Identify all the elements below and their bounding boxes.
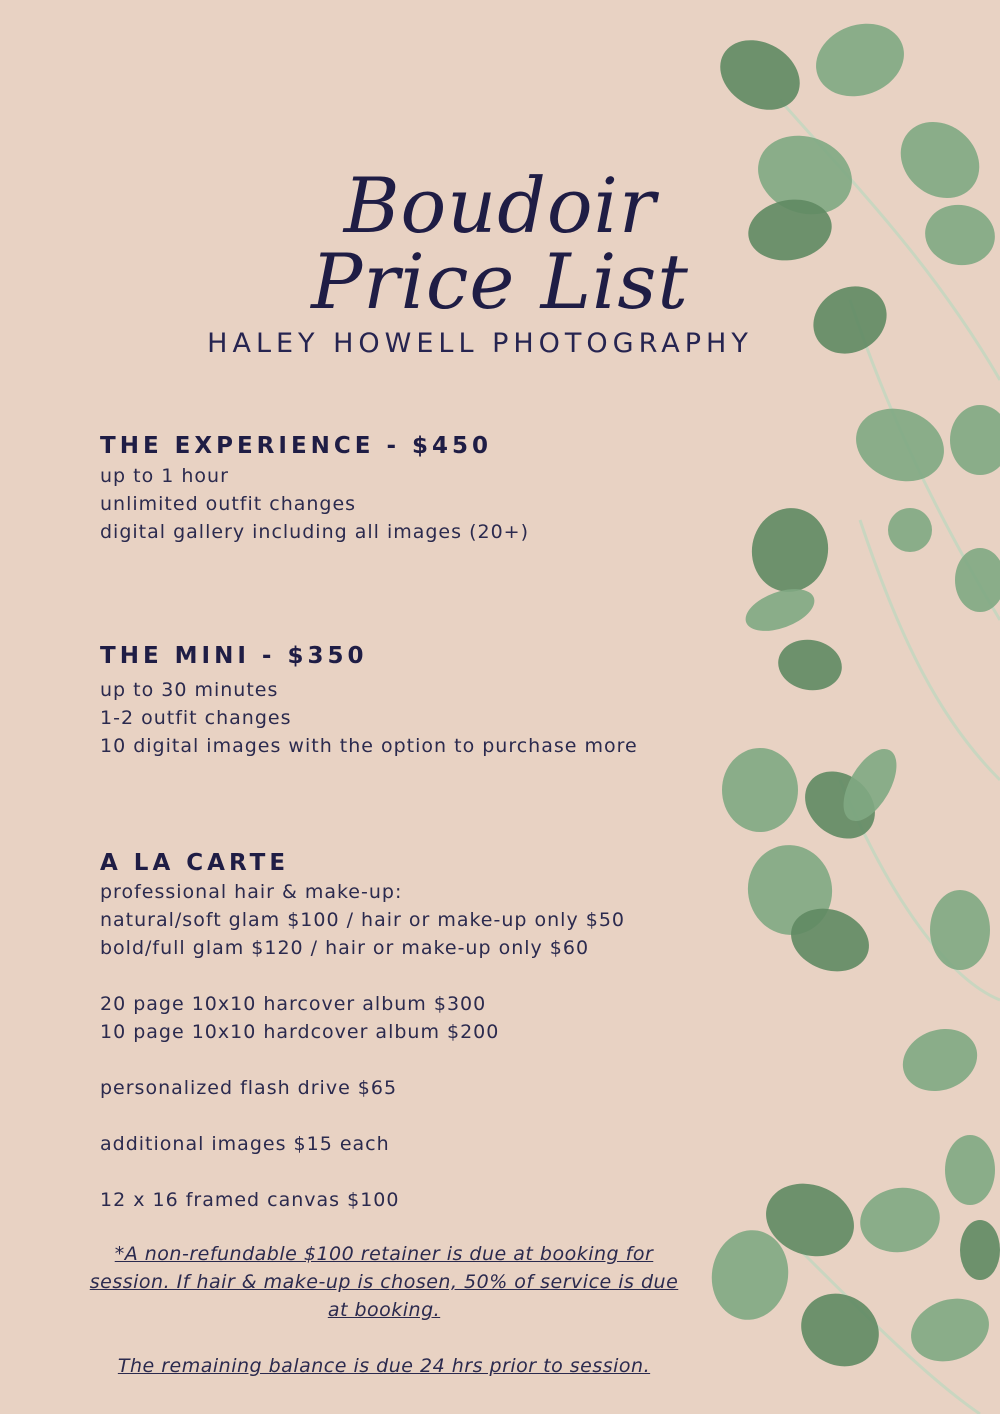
a-la-carte-spacer [100, 1158, 750, 1186]
mini-heading: THE MINI - $350 [100, 643, 368, 669]
a-la-carte-item: 10 page 10x10 hardcover album $200 [100, 1021, 500, 1043]
a-la-carte-section [100, 848, 750, 1214]
a-la-carte-item: 12 x 16 framed canvas $100 [100, 1189, 400, 1211]
eucalyptus-leaf [722, 748, 798, 832]
a-la-carte-heading: A LA CARTE [100, 850, 290, 876]
eucalyptus-leaf [950, 405, 1000, 475]
studio-name: HALEY HOWELL PHOTOGRAPHY [207, 328, 753, 359]
eucalyptus-leaf [745, 502, 834, 598]
a-la-carte-item: 20 page 10x10 harcover album $300 [100, 993, 487, 1015]
eucalyptus-leaf [888, 508, 932, 552]
eucalyptus-leaf [920, 199, 999, 270]
experience-item: digital gallery including all images (20+) [100, 521, 529, 543]
a-la-carte-item: natural/soft glam $100 / hair or make-up only $50 [100, 909, 625, 931]
experience-item: unlimited outfit changes [100, 493, 357, 515]
eucalyptus-leaf [774, 635, 846, 695]
a-la-carte-item: personalized flash drive $65 [100, 1077, 398, 1099]
a-la-carte-spacer [100, 1102, 750, 1130]
a-la-carte-spacer [100, 962, 750, 990]
eucalyptus-leaf [902, 1288, 998, 1372]
eucalyptus-leaf [846, 397, 955, 494]
eucalyptus-leaf [960, 1220, 1000, 1280]
eucalyptus-leaf [708, 26, 813, 123]
a-la-carte-item: additional images $15 each [100, 1133, 390, 1155]
experience-item: up to 1 hour [100, 465, 229, 487]
eucalyptus-leaf [930, 890, 990, 970]
balance-note: The remaining balance is due 24 hrs prior to session. [117, 1355, 651, 1377]
eucalyptus-leaf [806, 12, 915, 109]
eucalyptus-leaf [788, 1280, 892, 1381]
mini-item: up to 30 minutes [100, 679, 279, 701]
retainer-note: *A non-refundable $100 retainer is due at booking for session. If hair & make-up is chosen, 50% of service is due at booking. [89, 1243, 679, 1321]
a-la-carte-item: bold/full glam $120 / hair or make-up only $60 [100, 937, 590, 959]
a-la-carte-item: professional hair & make-up: [100, 881, 403, 903]
mini-item: 10 digital images with the option to purchase more [100, 735, 638, 757]
eucalyptus-leaf [855, 1182, 945, 1259]
eucalyptus-leaf [945, 1135, 995, 1205]
page-title: Boudoir Price List [311, 161, 689, 326]
eucalyptus-leaf [885, 106, 994, 214]
experience-package [100, 430, 750, 546]
eucalyptus-leaf [894, 1019, 986, 1101]
experience-heading: THE EXPERIENCE - $450 [100, 433, 493, 459]
mini-package [100, 640, 750, 760]
eucalyptus-leaf [955, 548, 1000, 612]
a-la-carte-spacer [100, 1046, 750, 1074]
mini-item: 1-2 outfit changes [100, 707, 292, 729]
